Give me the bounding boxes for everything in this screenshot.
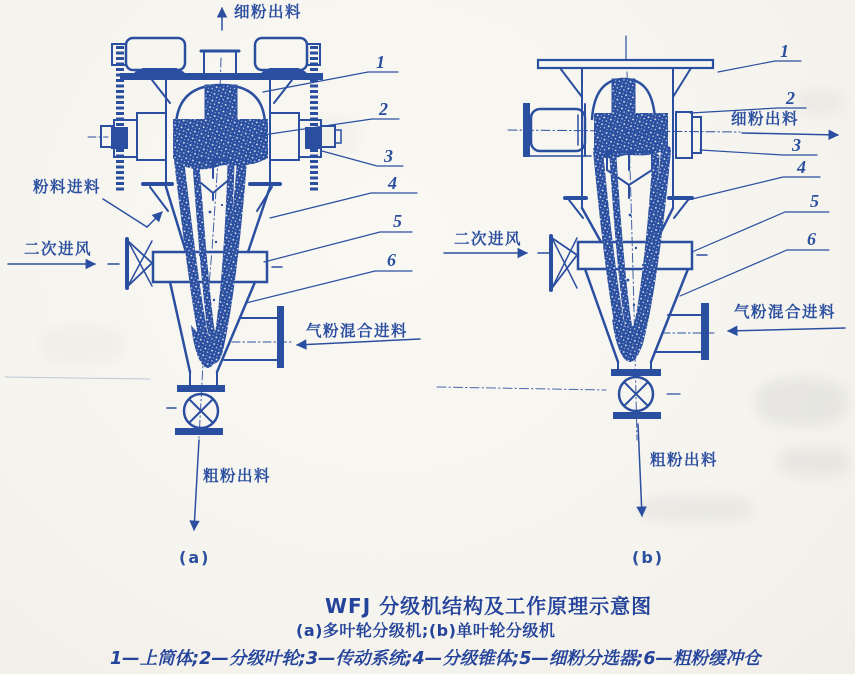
a-secondary-air-label: 二次进风 — [24, 240, 93, 258]
b-top-plate — [538, 60, 713, 68]
a-callout-6: 6 — [387, 250, 396, 270]
a-cone-left — [170, 282, 190, 372]
b-callout-2: 2 — [786, 88, 795, 108]
figure-parts-legend: 1—上筒体;2—分级叶轮;3—传动系统;4—分级锥体;5—细粉分选器;6—粗粉缓冲仓 — [110, 649, 761, 669]
b-callout-3: 3 — [792, 135, 801, 155]
b-secondary-air-label: 二次进风 — [454, 230, 523, 248]
b-mix-feed-arrow — [728, 328, 845, 331]
a-mix-feed-pipe — [224, 306, 292, 368]
a-coarse-out-arrow — [194, 440, 199, 530]
a-powder-feed-arrow — [103, 199, 162, 227]
a-subfigure-caption: (a) — [179, 548, 211, 567]
a-mix-feed-label: 气粉混合进料 — [306, 322, 409, 340]
b-coarse-out-arrow — [638, 424, 642, 516]
b-callout-5: 5 — [810, 191, 819, 211]
b-air-belt — [578, 242, 692, 269]
a-callout-3: 3 — [384, 146, 393, 166]
a-air-inlet-cone — [127, 239, 152, 288]
a-powder-feed-label: 粉料进料 — [33, 178, 102, 196]
machine-a-drawing — [5, 8, 420, 530]
a-callout-1: 1 — [376, 52, 385, 72]
a-callout-4: 4 — [388, 173, 397, 193]
b-coarse-powder-out-label: 粗粉出料 — [650, 451, 719, 469]
b-callout-4: 4 — [797, 157, 806, 177]
b-fine-out-pipe — [676, 112, 701, 158]
a-rotary-valve — [167, 385, 225, 435]
b-callout-leaders — [680, 61, 829, 296]
a-left-shaft — [101, 113, 166, 160]
b-fine-powder-out-label: 细粉出料 — [731, 110, 800, 128]
b-mix-feed-pipe — [656, 303, 714, 360]
b-mix-feed-label: 气粉混合进料 — [734, 303, 837, 321]
b-subfigure-caption: (b) — [632, 548, 665, 567]
figure-title: WFJ 分级机结构及工作原理示意图 — [325, 594, 653, 618]
a-callout-2: 2 — [379, 99, 388, 119]
a-right-motor — [255, 38, 320, 73]
a-left-motor — [112, 38, 185, 73]
a-top-beam — [120, 73, 323, 80]
b-callout-1: 1 — [780, 41, 789, 61]
a-fine-powder-out-label: 细粉出料 — [234, 3, 303, 21]
b-rotary-valve — [611, 369, 661, 419]
machine-b-drawing — [437, 36, 845, 516]
b-air-inlet-cone — [551, 236, 577, 290]
a-callout-5: 5 — [393, 211, 402, 231]
figure-subtitle: (a)多叶轮分级机;(b)单叶轮分级机 — [296, 621, 556, 640]
a-impeller-zone — [173, 119, 268, 169]
b-fine-out-arrow — [742, 133, 838, 135]
a-coarse-powder-out-label: 粗粉出料 — [203, 467, 272, 485]
b-callout-6: 6 — [807, 229, 816, 249]
